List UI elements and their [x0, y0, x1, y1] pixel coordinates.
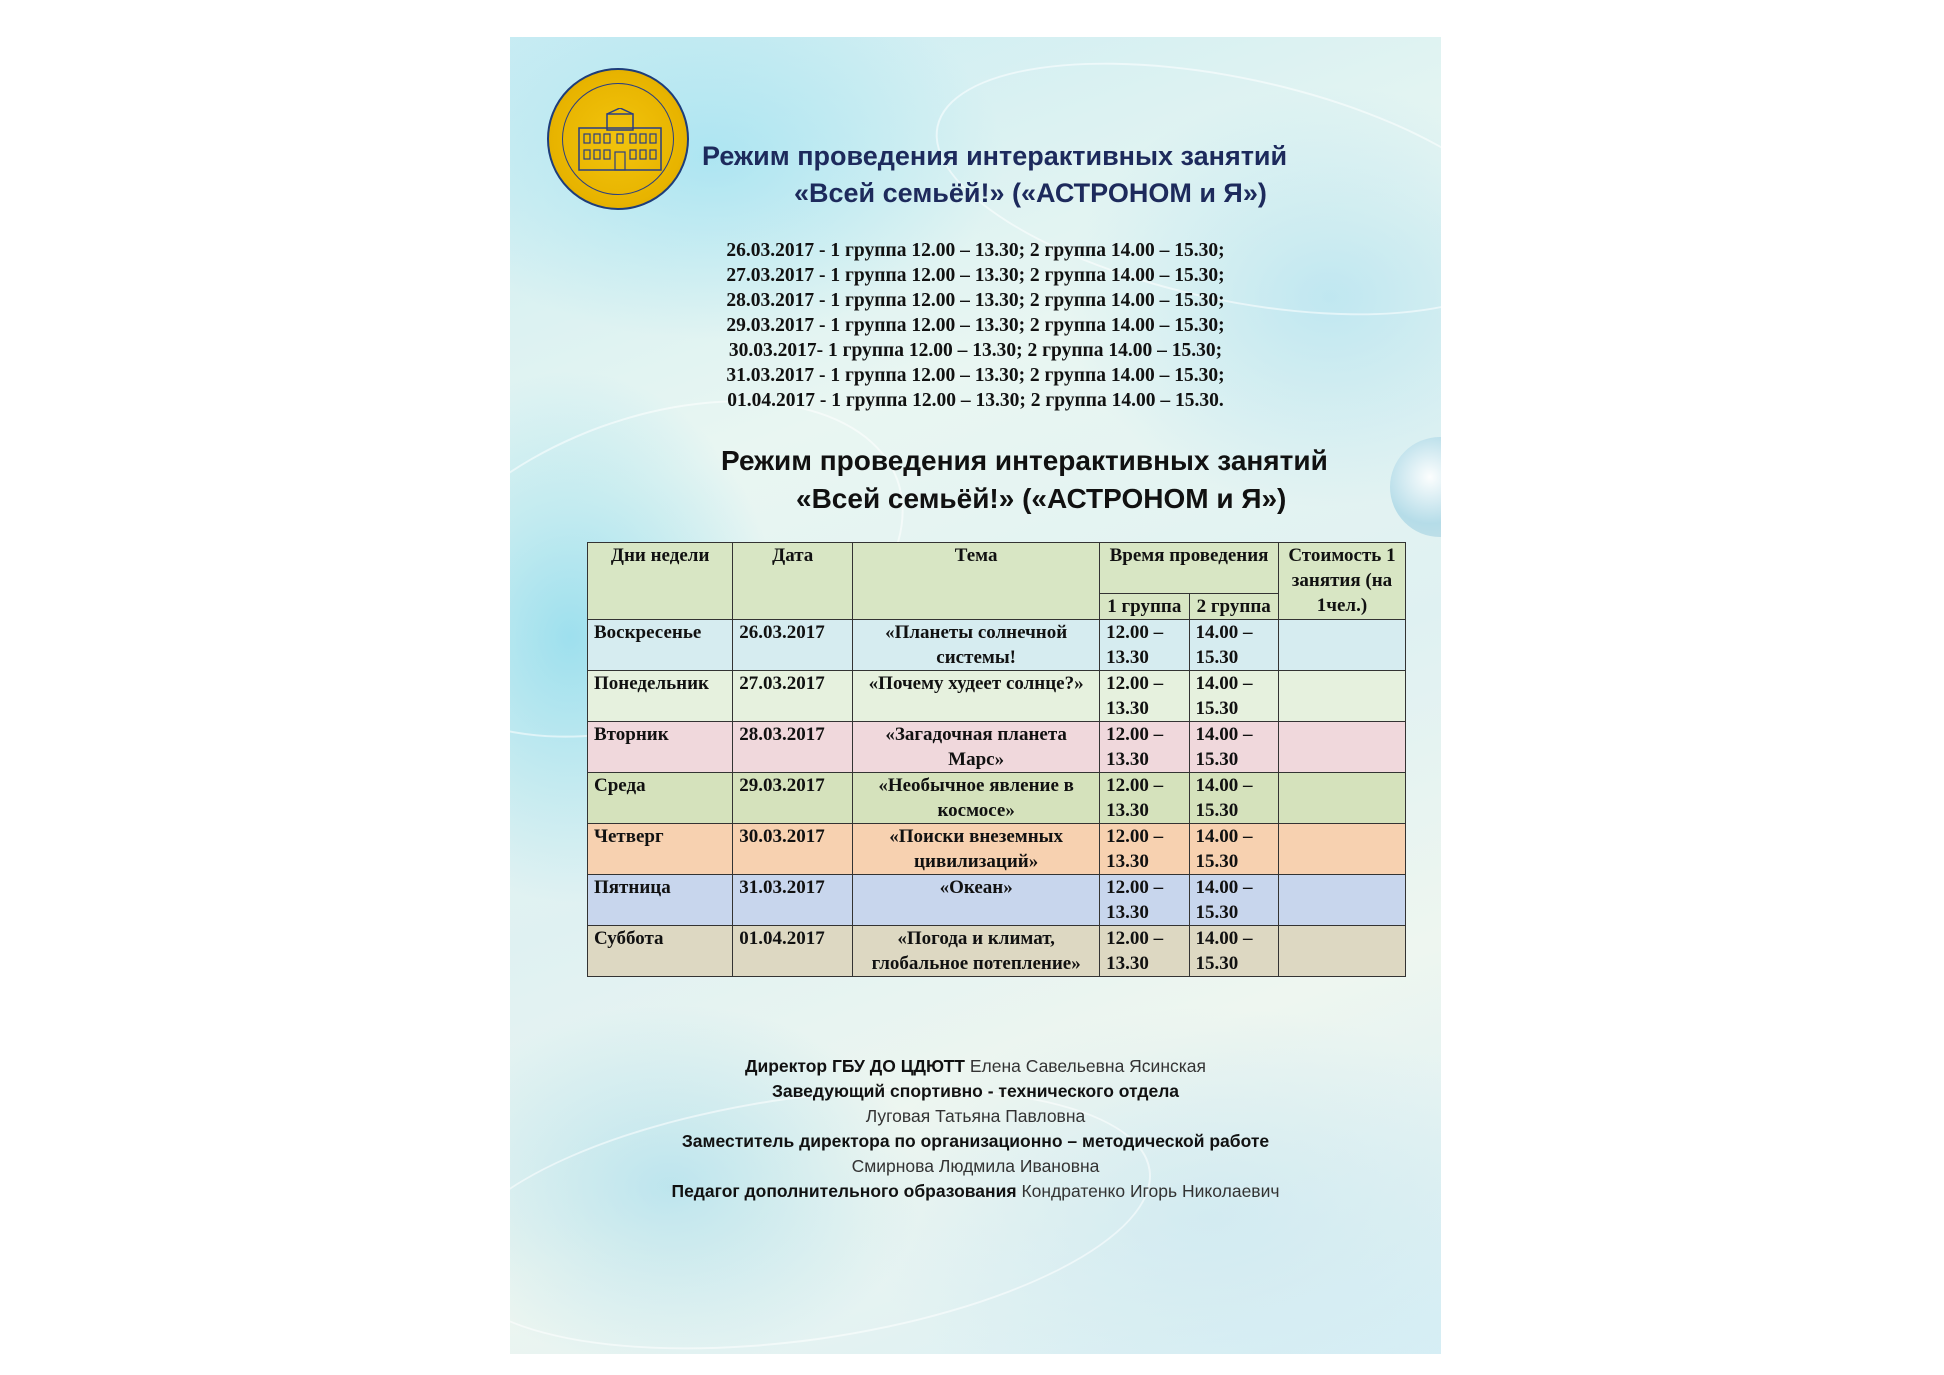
cell-day: Суббота — [588, 926, 733, 977]
schedule-line: 28.03.2017 - 1 группа 12.00 – 13.30; 2 группа 14.00 – 15.30; — [726, 290, 1225, 311]
organization-seal-logo — [547, 68, 689, 210]
cell-group1: 12.00 – 13.30 — [1100, 875, 1189, 926]
header-time: Время проведения — [1100, 543, 1279, 594]
page-title-line1: Режим проведения интерактивных занятий — [702, 141, 1288, 171]
table-row — [588, 875, 1406, 926]
cell-topic: «Почему худеет солнце?» — [853, 671, 1100, 722]
building-seal-icon — [577, 108, 663, 172]
cell-cost — [1278, 926, 1405, 977]
schedule-line: 26.03.2017 - 1 группа 12.00 – 13.30; 2 группа 14.00 – 15.30; — [726, 240, 1225, 261]
header-date: Дата — [733, 543, 853, 620]
cell-group2: 14.00 – 15.30 — [1189, 620, 1278, 671]
header-topic: Тема — [853, 543, 1100, 620]
head-role: Заведующий спортивно - технического отдела — [771, 1081, 1180, 1101]
teacher-line — [510, 1179, 1441, 1204]
cell-topic: «Погода и климат, глобальное потепление» — [853, 926, 1100, 977]
cell-day: Пятница — [588, 875, 733, 926]
header-group1: 1 группа — [1100, 594, 1189, 620]
table-row — [588, 722, 1406, 773]
cell-day: Среда — [588, 773, 733, 824]
cell-topic: «Загадочная планета Марс» — [853, 722, 1100, 773]
table-row — [588, 773, 1406, 824]
cell-group2: 14.00 – 15.30 — [1189, 926, 1278, 977]
cell-day: Четверг — [588, 824, 733, 875]
table-row — [588, 671, 1406, 722]
head-line — [510, 1079, 1441, 1104]
cell-cost — [1278, 620, 1405, 671]
schedule-line: 01.04.2017 - 1 группа 12.00 – 13.30; 2 группа 14.00 – 15.30. — [727, 390, 1224, 411]
cell-day: Воскресенье — [588, 620, 733, 671]
deputy-name-line — [510, 1154, 1441, 1179]
cell-group2: 14.00 – 15.30 — [1189, 671, 1278, 722]
cell-topic: «Океан» — [853, 875, 1100, 926]
timetable — [587, 542, 1406, 977]
cell-topic: «Поиски внеземных цивилизаций» — [853, 824, 1100, 875]
section-title-line2: «Всей семьёй!» («АСТРОНОМ и Я») — [796, 483, 1287, 514]
schedule-line: 27.03.2017 - 1 группа 12.00 – 13.30; 2 группа 14.00 – 15.30; — [726, 265, 1225, 286]
schedule-line: 31.03.2017 - 1 группа 12.00 – 13.30; 2 группа 14.00 – 15.30; — [726, 365, 1225, 386]
director-role: Директор ГБУ ДО ЦДЮТТ — [745, 1056, 965, 1076]
head-name: Луговая Татьяна Павловна — [865, 1106, 1086, 1126]
schedule-list — [510, 238, 1441, 413]
cell-cost — [1278, 722, 1405, 773]
header-cost: Стоимость 1 занятия (на 1чел.) — [1278, 543, 1405, 620]
staff-credits — [510, 1054, 1441, 1204]
cell-date: 31.03.2017 — [733, 875, 853, 926]
cell-day: Вторник — [588, 722, 733, 773]
cell-topic: «Необычное явление в космосе» — [853, 773, 1100, 824]
table-row — [588, 824, 1406, 875]
cell-group1: 12.00 – 13.30 — [1100, 722, 1189, 773]
director-line — [510, 1054, 1441, 1079]
table-header-row — [588, 543, 1406, 594]
section-title-line1: Режим проведения интерактивных занятий — [721, 445, 1328, 476]
header-group2: 2 группа — [1189, 594, 1278, 620]
cell-group1: 12.00 – 13.30 — [1100, 773, 1189, 824]
cell-date: 26.03.2017 — [733, 620, 853, 671]
header-day: Дни недели — [588, 543, 733, 620]
head-name-line — [510, 1104, 1441, 1129]
cell-group2: 14.00 – 15.30 — [1189, 773, 1278, 824]
cell-group2: 14.00 – 15.30 — [1189, 824, 1278, 875]
page-title-line2: «Всей семьёй!» («АСТРОНОМ и Я») — [794, 178, 1267, 208]
deputy-name: Смирнова Людмила Ивановна — [851, 1156, 1100, 1176]
deputy-role: Заместитель директора по организационно – методической работе — [681, 1131, 1270, 1151]
cell-group1: 12.00 – 13.30 — [1100, 824, 1189, 875]
cell-topic: «Планеты солнечной системы! — [853, 620, 1100, 671]
table-row — [588, 926, 1406, 977]
cell-cost — [1278, 875, 1405, 926]
teacher-role: Педагог дополнительного образования — [671, 1181, 1017, 1201]
teacher-name: Кондратенко Игорь Николаевич — [1021, 1181, 1280, 1201]
cell-group1: 12.00 – 13.30 — [1100, 620, 1189, 671]
cell-group1: 12.00 – 13.30 — [1100, 926, 1189, 977]
cell-group1: 12.00 – 13.30 — [1100, 671, 1189, 722]
cell-group2: 14.00 – 15.30 — [1189, 722, 1278, 773]
schedule-line: 29.03.2017 - 1 группа 12.00 – 13.30; 2 группа 14.00 – 15.30; — [726, 315, 1225, 336]
director-name: Елена Савельевна Ясинская — [969, 1056, 1206, 1076]
planet-decoration — [1390, 437, 1441, 537]
cell-date: 30.03.2017 — [733, 824, 853, 875]
schedule-line: 30.03.2017- 1 группа 12.00 – 13.30; 2 группа 14.00 – 15.30; — [728, 340, 1223, 361]
cell-date: 27.03.2017 — [733, 671, 853, 722]
cell-cost — [1278, 671, 1405, 722]
cell-day: Понедельник — [588, 671, 733, 722]
cell-cost — [1278, 824, 1405, 875]
cell-date: 28.03.2017 — [733, 722, 853, 773]
cell-date: 01.04.2017 — [733, 926, 853, 977]
poster-page — [510, 37, 1441, 1354]
table-row — [588, 620, 1406, 671]
deputy-line — [510, 1129, 1441, 1154]
cell-date: 29.03.2017 — [733, 773, 853, 824]
cell-group2: 14.00 – 15.30 — [1189, 875, 1278, 926]
cell-cost — [1278, 773, 1405, 824]
